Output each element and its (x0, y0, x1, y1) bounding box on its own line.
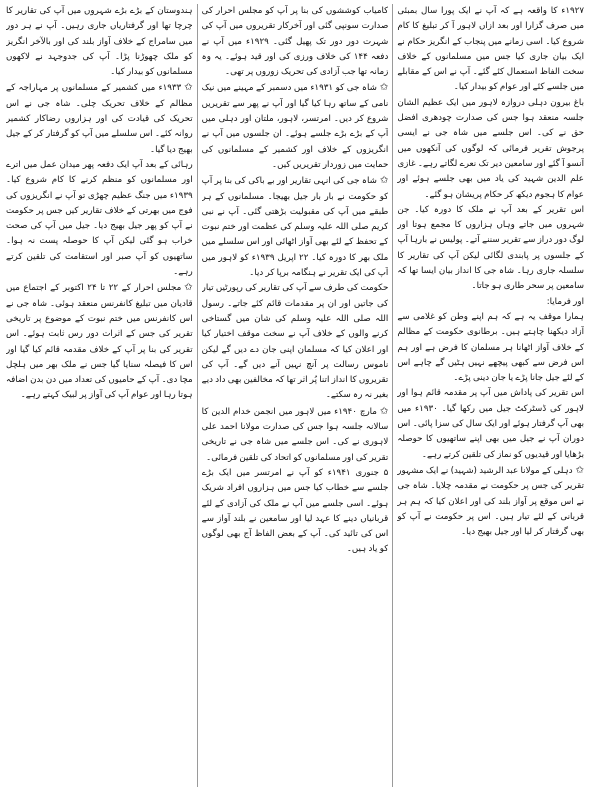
text-columns (6, 4, 584, 787)
paragraph (397, 203, 584, 295)
paragraph (6, 158, 193, 280)
paragraph (202, 80, 389, 173)
column-divider (392, 4, 393, 787)
paragraph (202, 281, 389, 403)
paragraph (202, 466, 389, 558)
star-bullet-icon: ✩ (184, 82, 193, 94)
paragraph-text: باغ بیرون دہلی دروازہ لاہور میں ایک عظیم الشان جلسہ منعقد ہوا جس کی صدارت چودھری افضل حق نے کی۔ اس جلسے میں شاہ جی نے ایسی پرجوش تقریر فرمائی کہ لوگوں کی آنکھوں میں آنسو آ گئے اور سامعین دیر تک نعرے لگاتے رہے۔ غازی علم الدین شہید کی یاد میں بھی جلسے ہوئے اور عوام کا ہجوم دیکھ کر حکام پریشان ہو گئے۔ (397, 97, 584, 200)
paragraph-text: مجلس احرار کے ۲۲ تا ۲۴ اکتوبر کے اجتماع میں قادیان میں تبلیغ کانفرنس منعقد ہوئی۔ شاہ جی نے اس کانفرنس میں ختم نبوت کے موضوع پر تاریخی تقریر کی جس کے اثرات دور رس ثابت ہوئے۔ اس تقریر کی بنا پر آپ کے خلاف مقدمہ قائم کیا گیا اور اس کا فیصلہ سنایا گیا جس نے ملک بھر میں ہلچل مچا دی۔ آپ کے حامیوں کی تعداد میں دن بدن اضافہ ہوتا رہا اور عوام آپ کی آواز پر لبیک کہتے رہے۔ (5, 283, 193, 401)
paragraph-text: ہندوستان کے بڑے بڑے شہروں میں آپ کی تقاریر کا چرچا تھا اور گرفتاریاں جاری رہیں۔ آپ نے ہر دور میں سامراج کے خلاف آواز بلند کی اور بالآخر انگریز کو ملک چھوڑنا پڑا۔ آپ کی جدوجہد نے لاکھوں مسلمانوں کو بیدار کیا۔ (5, 6, 193, 78)
paragraph-text: دہلی کے مولانا عبد الرشید (شہید) نے ایک مشہور تقریر کی جس پر حکومت نے مقدمہ چلایا۔ شاہ جی نے اس موقع پر آواز بلند کی اور اعلان کیا کہ ہم ہر قربانی کے لئے تیار ہیں۔ اس پر حکومت نے آپ کو بھی گرفتار کر لیا اور جیل بھیج دیا۔ (397, 465, 584, 538)
paragraph (397, 386, 584, 462)
paragraph (202, 173, 389, 281)
paragraph-text: کامیاب کوششوں کی بنا پر آپ کو مجلس احرار کی صدارت سونپی گئی اور آخرکار تقریروں میں آپ کی شہرت دور دور تک پھیل گئی۔ ۱۹۲۹ء میں آپ نے دفعہ ۱۴۴ کی خلاف ورزی کی اور قید ہوئے۔ یہ وہ زمانہ تھا جب آزادی کی تحریک زوروں پر تھی۔ (201, 6, 389, 78)
paragraph (397, 4, 584, 96)
paragraph-text: شاہ جی کو ۱۹۳۱ء میں دسمبر کے مہینے میں نیک نامی کے ساتھ رہا کیا گیا اور آپ نے پھر سے تقریریں شروع کر دیں۔ امرتسر، لاہور، ملتان اور دہلی میں آپ کے بڑے بڑے جلسے ہوئے۔ ان جلسوں میں آپ نے انگریزوں کے خلاف اور کشمیر کے مسلمانوں کی حمایت میں زوردار تقریریں کیں۔ (201, 83, 389, 170)
paragraph (6, 4, 193, 80)
star-bullet-icon: ✩ (184, 282, 193, 294)
paragraph-text: ۱۹۲۷ء کا واقعہ ہے کہ آپ نے ایک پورا سال بمبئی میں صرف گزارا اور بعد ازاں لاہور آ کر تبلیغ کا کام شروع کیا۔ اسی زمانے میں پنجاب کے انگریز حکام نے ایک بیان جاری کیا جس میں مسلمانوں کے خلاف سخت الفاظ استعمال کئے گئے۔ آپ نے اس کے مقابلے میں جلسے کئے اور عوام کو بیدار کیا۔ (397, 6, 584, 93)
paragraph-text: اور فرمایا: (546, 296, 584, 307)
paragraph-text: ۵ جنوری ۱۹۴۱ء کو آپ نے امرتسر میں ایک بڑے جلسے سے خطاب کیا جس میں ہزاروں افراد شریک ہوئے۔ اسی جلسے میں آپ نے ملک کی آزادی کے لئے قربانیاں دینے کا عہد لیا اور سامعین نے بلند آواز سے اس کی تائید کی۔ آپ کے بعض الفاظ آج بھی لوگوں کو یاد ہیں۔ (201, 467, 389, 555)
star-bullet-icon: ✩ (379, 405, 389, 417)
paragraph (397, 463, 584, 540)
paragraph-text: مارچ ۱۹۴۰ء میں لاہور میں انجمن خدام الدین کا سالانہ جلسہ ہوا جس کی صدارت مولانا احمد علی لاہوری نے کی۔ اس جلسے میں شاہ جی نے تاریخی تقریر کی اور مسلمانوں کو اتحاد کی تلقین فرمائی۔ (201, 406, 389, 463)
paragraph (202, 404, 389, 466)
paragraph-text: اس تقریر کی پاداش میں آپ پر مقدمہ قائم ہوا اور لاہور کی ڈسٹرکٹ جیل میں رکھا گیا۔ ۱۹۳۰ء میں بھی آپ گرفتار ہوئے اور ایک سال کی سزا پائی۔ اس دوران آپ نے جیل میں بھی اپنے ساتھیوں کا حوصلہ بڑھایا اور قیدیوں کو نماز کی تلقین کرتے رہے۔ (397, 388, 584, 460)
paragraph-text: رہائی کے بعد آپ ایک دفعہ پھر میدان عمل میں اترے اور مسلمانوں کو منظم کرنے کا کام شروع کیا۔ ۱۹۳۹ء میں جنگ عظیم چھڑی تو آپ نے انگریزوں کی فوج میں بھرتی کے خلاف تقاریر کیں جس پر حکومت نے آپ کو پھر جیل بھیج دیا۔ جیل میں آپ کی صحت خراب ہو گئی لیکن آپ کا حوصلہ پست نہ ہوا۔ ساتھیوں کو آپ صبر اور استقامت کی تلقین کرتے رہے۔ (5, 159, 193, 278)
paragraph-text: اس تقریر کے بعد آپ نے ملک کا دورہ کیا۔ جن شہروں میں جاتے وہاں ہزاروں کا مجمع ہوتا اور لوگ دور دراز سے تقریر سننے آتے۔ پولیس نے بارہا آپ کے جلسوں پر پابندی لگائی لیکن آپ کی تقاریر کا سلسلہ جاری رہا۔ شاہ جی کا انداز بیان ایسا تھا کہ سامعین پر سحر طاری ہو جاتا۔ (397, 204, 584, 292)
paragraph-text: ۱۹۳۳ء میں کشمیر کے مسلمانوں پر مہاراجہ کے مظالم کے خلاف تحریک چلی۔ شاہ جی نے اس تحریک کی قیادت کی اور ہزاروں رضاکار کشمیر روانہ کئے۔ اس سلسلے میں آپ کو گرفتار کر کے جیل بھیج دیا گیا۔ (5, 83, 193, 155)
paragraph (397, 295, 584, 310)
star-bullet-icon: ✩ (379, 175, 389, 187)
star-bullet-icon: ✩ (575, 464, 584, 476)
column-middle (202, 4, 389, 787)
column-left (6, 4, 193, 787)
paragraph (397, 310, 584, 386)
paragraph (397, 96, 584, 203)
star-bullet-icon: ✩ (379, 82, 389, 94)
paragraph-text: حکومت کی طرف سے آپ کی تقاریر کی رپورٹیں تیار کی جاتیں اور ان پر مقدمات قائم کئے جاتے۔ رسول اللہ صلی اللہ علیہ وسلم کی شان میں گستاخی کرنے والوں کے خلاف آپ نے سخت موقف اختیار کیا اور اعلان کیا کہ مسلمان اپنی جان دے دیں گے لیکن ناموس رسالت پر آنچ نہیں آنے دیں گے۔ آپ کی تقریروں کا انداز اتنا پُر اثر تھا کہ مخالفین بھی داد دیے بغیر نہ رہ سکتے۔ (201, 283, 389, 401)
paragraph (6, 80, 193, 157)
paragraph-text: شاہ جی کی انہی تقاریر اور بے باکی کی بنا پر آپ کو حکومت نے بار بار جیل بھیجا۔ مسلمانوں کے ہر طبقے میں آپ کی مقبولیت بڑھتی گئی۔ آپ نے نبی کریم صلی اللہ علیہ وسلم کی عظمت اور ختم نبوت کے تحفظ کے لئے بھی آواز اٹھائی اور اس سلسلے میں ملک بھر کا دورہ کیا۔ ۲۲ اپریل ۱۹۳۹ء کو لاہور میں آپ کی ایک تقریر نے ہنگامہ برپا کر دیا۔ (201, 176, 389, 279)
column-divider (197, 4, 198, 787)
paragraph (202, 4, 389, 80)
paragraph-text: ہمارا موقف یہ ہے کہ ہم اپنے وطن کو غلامی سے آزاد دیکھنا چاہتے ہیں۔ برطانوی حکومت کے مظالم کے خلاف آواز اٹھانا ہر مسلمان کا فرض ہے اور ہم اس فرض سے کبھی پیچھے نہیں ہٹیں گے چاہے اس کے لئے جیل جانا پڑے یا جان دینی پڑے۔ (397, 311, 584, 384)
column-right (397, 4, 584, 787)
paragraph (6, 280, 193, 403)
